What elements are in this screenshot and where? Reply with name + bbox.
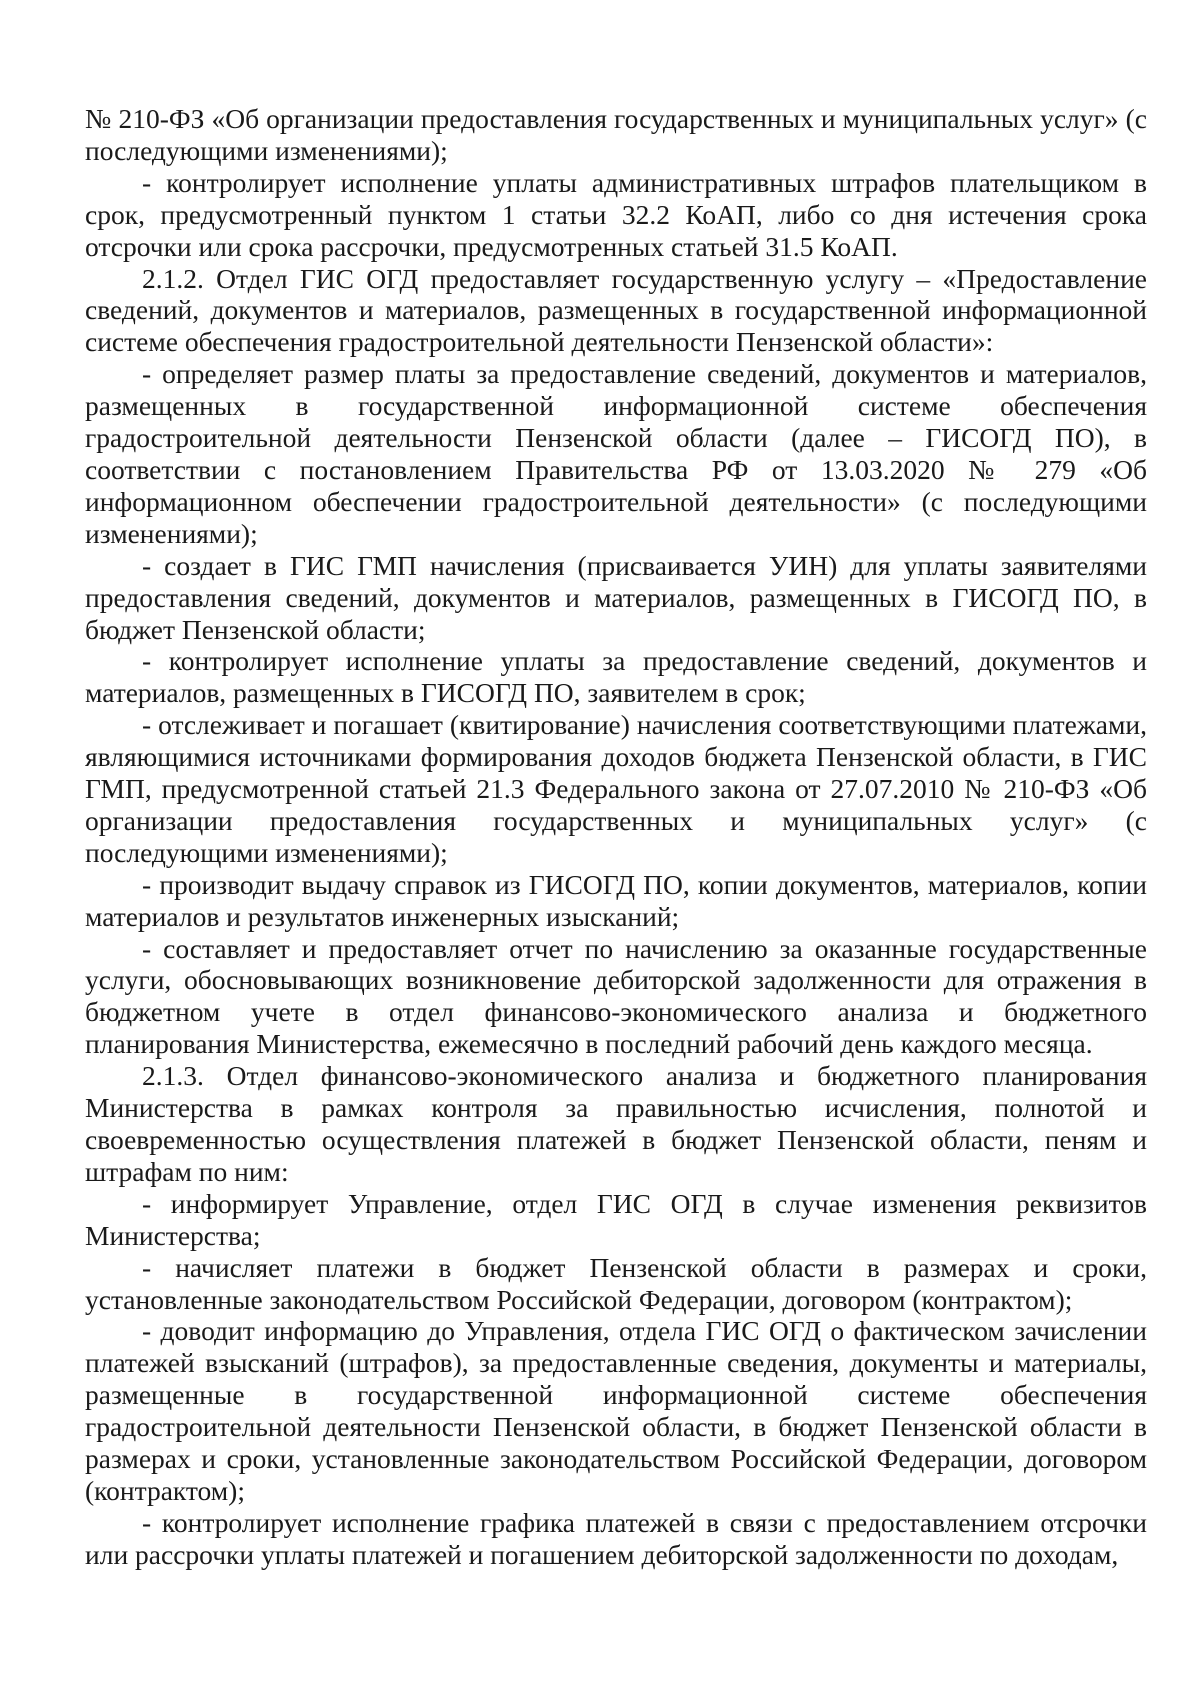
paragraph-communicate-info: - доводит информацию до Управления, отдела ГИС ОГД о фактическом зачислении платежей взысканий (штрафов), за предоставленные сведения, документы и материалы, размещенные в государственной информационной системе обеспечения градостроительной деятельности Пензенской области, в бюджет Пензенской области в размерах и сроки, установленные законодательством Российской Федерации, договором (контрактом); (85, 1315, 1147, 1506)
paragraph-reconciliation: - отслеживает и погашает (квитирование) начисления соответствующими платежами, являющимися источниками формирования доходов бюджета Пензенской области, в ГИС ГМП, предусмотренной статьей 21.3 Федерального закона от 27.07.2010 № 210-ФЗ «Об организации предоставления государственных и муниципальных услуг» (с последующими изменениями); (85, 709, 1147, 868)
paragraph-inform-details: - информирует Управление, отдел ГИС ОГД в случае изменения реквизитов Министерства; (85, 1187, 1147, 1251)
paragraph-monthly-report: - составляет и предоставляет отчет по начислению за оказанные государственные услуги, обосновывающих возникновение дебиторской задолженности для отражения в бюджетном учете в отдел финансово-экономического анализа и бюджетного планирования Министерства, ежемесячно в последний рабочий день каждого месяца. (85, 932, 1147, 1060)
paragraph-payment-control: - контролирует исполнение уплаты за предоставление сведений, документов и материалов, размещенных в ГИСОГД ПО, заявителем в срок; (85, 645, 1147, 709)
paragraph-continuation: № 210-ФЗ «Об организации предоставления государственных и муниципальных услуг» (с последующими изменениями); (85, 103, 1147, 166)
paragraph-schedule-control: - контролирует исполнение графика платежей в связи с предоставлением отсрочки или рассрочки уплаты платежей и погашением дебиторской задолженности по доходам, (85, 1506, 1147, 1570)
paragraph-section-2-1-3: 2.1.3. Отдел финансово-экономического анализа и бюджетного планирования Министерства в рамках контроля за правильностью исчисления, полнотой и своевременностью осуществления платежей в бюджет Пензенской области, пеням и штрафам по ним: (85, 1060, 1147, 1187)
paragraph-section-2-1-2: 2.1.2. Отдел ГИС ОГД предоставляет государственную услугу – «Предоставление сведений, документов и материалов, размещенных в государственной информационной системе обеспечения градостроительной деятельности Пензенской области»: (85, 262, 1147, 358)
paragraph-accruals-creation: - создает в ГИС ГМП начисления (присваивается УИН) для уплаты заявителями предоставления сведений, документов и материалов, размещенных в ГИСОГД ПО, в бюджет Пензенской области; (85, 549, 1147, 645)
document-page (85, 103, 1147, 1571)
paragraph-certificates: - производит выдачу справок из ГИСОГД ПО, копии документов, материалов, копии материалов и результатов инженерных изысканий; (85, 868, 1147, 932)
paragraph-accrue-payments: - начисляет платежи в бюджет Пензенской области в размерах и сроки, установленные законодательством Российской Федерации, договором (контрактом); (85, 1251, 1147, 1315)
paragraph-fine-control: - контролирует исполнение уплаты административных штрафов плательщиком в срок, предусмотренный пунктом 1 статьи 32.2 КоАП, либо со дня истечения срока отсрочки или срока рассрочки, предусмотренных статьей 31.5 КоАП. (85, 166, 1147, 262)
paragraph-fee-determination: - определяет размер платы за предоставление сведений, документов и материалов, размещенных в государственной информационной системе обеспечения градостроительной деятельности Пензенской области (далее – ГИСОГД ПО), в соответствии с постановлением Правительства РФ от 13.03.2020 № 279 «Об информационном обеспечении градостроительной деятельности» (с последующими изменениями); (85, 358, 1147, 549)
